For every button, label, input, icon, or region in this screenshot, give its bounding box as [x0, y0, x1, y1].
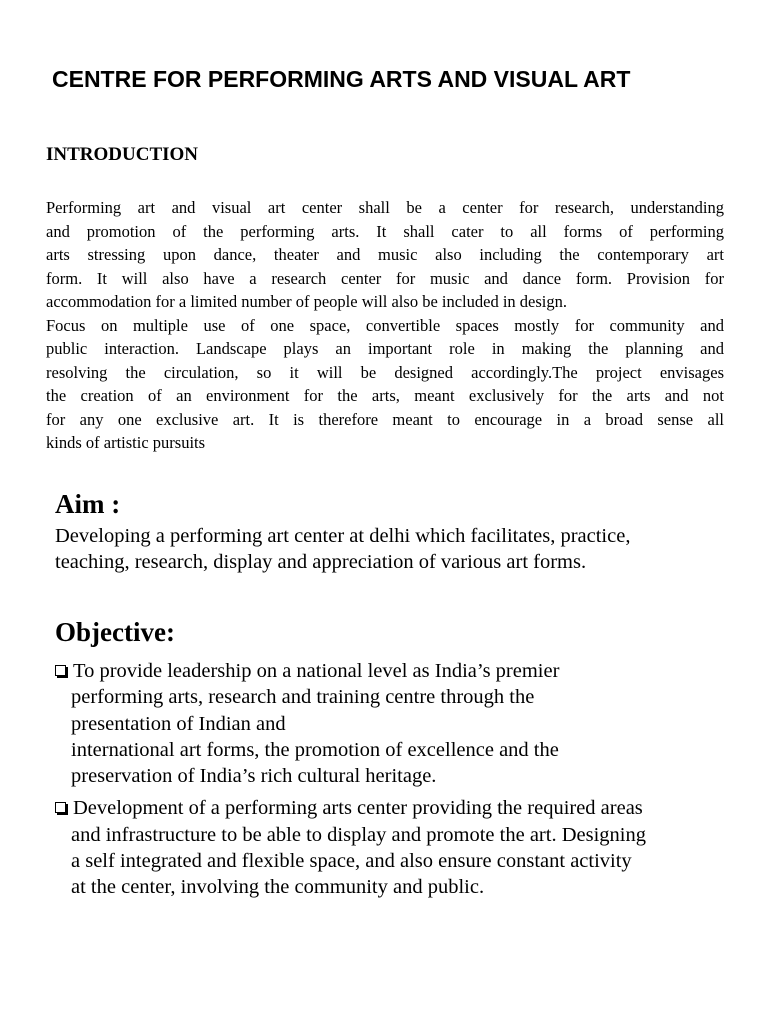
aim-line: teaching, research, display and appreciation of various art forms.	[55, 551, 587, 573]
introduction-paragraph	[46, 196, 724, 455]
intro-line: arts stressing upon dance, theater and music also including the contemporary art	[46, 245, 724, 264]
objective-list	[52, 658, 742, 907]
objective-item	[52, 795, 742, 900]
objective-line: performing arts, research and training centre through the	[71, 686, 535, 709]
intro-line: for any one exclusive art. It is therefore meant to encourage in a broad sense all	[46, 409, 724, 429]
page-title: CENTRE FOR PERFORMING ARTS AND VISUAL ART	[52, 66, 631, 92]
checkbox-square-icon	[55, 802, 66, 813]
intro-line: Performing art and visual art center shall be a center for research, understanding	[46, 198, 724, 217]
objective-line: and infrastructure to be able to display and promote the art. Designing	[71, 823, 646, 846]
objective-heading: Objective:	[55, 617, 175, 647]
aim-line: Developing a performing art center at delhi which facilitates, practice,	[55, 525, 631, 547]
objective-line: at the center, involving the community and public.	[71, 876, 485, 899]
introduction-heading: INTRODUCTION	[46, 144, 199, 165]
intro-line: public interaction. Landscape plays an important role in making the planning and	[46, 339, 724, 358]
objective-line: international art forms, the promotion of excellence and the	[71, 738, 559, 761]
intro-line: form. It will also have a research center for music and dance form. Provision for	[46, 268, 724, 288]
aim-paragraph	[55, 523, 735, 575]
objective-line	[52, 795, 742, 821]
objective-line: presentation of Indian and	[71, 712, 286, 735]
intro-line: accommodation for a limited number of people will also be included in design.	[46, 292, 567, 311]
objective-line: a self integrated and flexible space, and also ensure constant activity	[71, 850, 632, 873]
intro-line: and promotion of the performing arts. It shall cater to all forms of performing	[46, 221, 724, 241]
objective-line	[52, 658, 742, 684]
objective-text: Development of a performing arts center providing the required areas	[73, 797, 643, 820]
intro-line: the creation of an environment for the arts, meant exclusively for the arts and not	[46, 386, 724, 405]
aim-heading: Aim :	[55, 489, 121, 519]
intro-line: Focus on multiple use of one space, convertible spaces mostly for community and	[46, 315, 724, 335]
checkbox-square-icon	[55, 665, 66, 676]
objective-line: preservation of India’s rich cultural heritage.	[71, 765, 437, 788]
objective-text: To provide leadership on a national level as India’s premier	[73, 660, 560, 682]
objective-item	[52, 658, 742, 789]
intro-line: resolving the circulation, so it will be designed accordingly.The project envisages	[46, 362, 724, 382]
intro-line: kinds of artistic pursuits	[46, 433, 206, 452]
